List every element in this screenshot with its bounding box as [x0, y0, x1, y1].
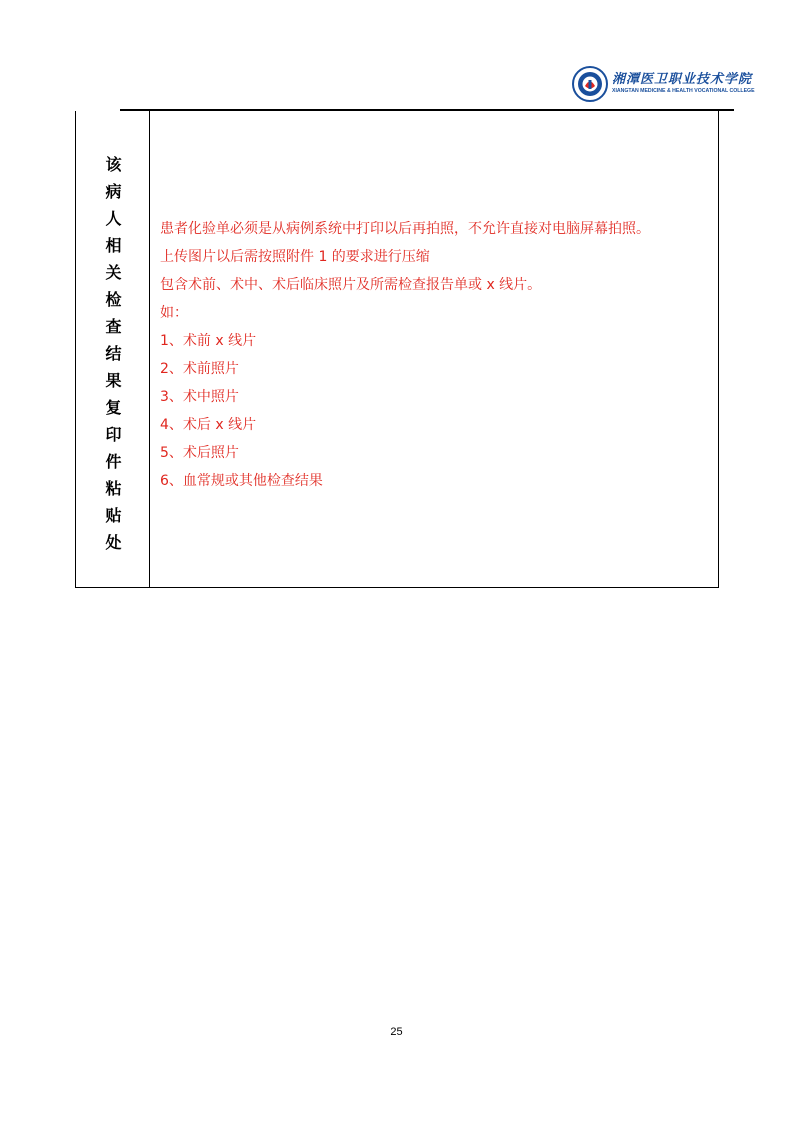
page-number: 25: [390, 1026, 403, 1038]
college-logo-icon: [572, 66, 608, 102]
school-name-en: XIANGTAN MEDICINE & HEALTH VOCATIONAL COLLEGE: [612, 88, 755, 94]
note-line: 上传图片以后需按照附件 1 的要求进行压缩: [160, 249, 430, 265]
school-name-cn: 湘潭医卫职业技术学院: [612, 72, 753, 87]
instruction-notes: [160, 215, 650, 495]
note-line: 患者化验单必须是从病例系统中打印以后再拍照，不允许直接对电脑屏幕拍照。: [160, 221, 650, 237]
list-item: 2、术前照片: [160, 361, 239, 377]
list-item: 5、术后照片: [160, 445, 239, 461]
section-label: 该病人相关检查结果复印件粘贴处: [103, 155, 122, 561]
list-item: 4、术后 x 线片: [160, 417, 257, 433]
paste-area: [150, 111, 718, 587]
attachment-table: [75, 111, 719, 588]
note-line: 如：: [160, 305, 188, 321]
list-item: 3、术中照片: [160, 389, 239, 405]
list-item: 6、血常规或其他检查结果: [160, 473, 323, 489]
list-item: 1、术前 x 线片: [160, 333, 257, 349]
note-line: 包含术前、术中、术后临床照片及所需检查报告单或 x 线片。: [160, 277, 542, 293]
label-cell: [76, 111, 150, 587]
